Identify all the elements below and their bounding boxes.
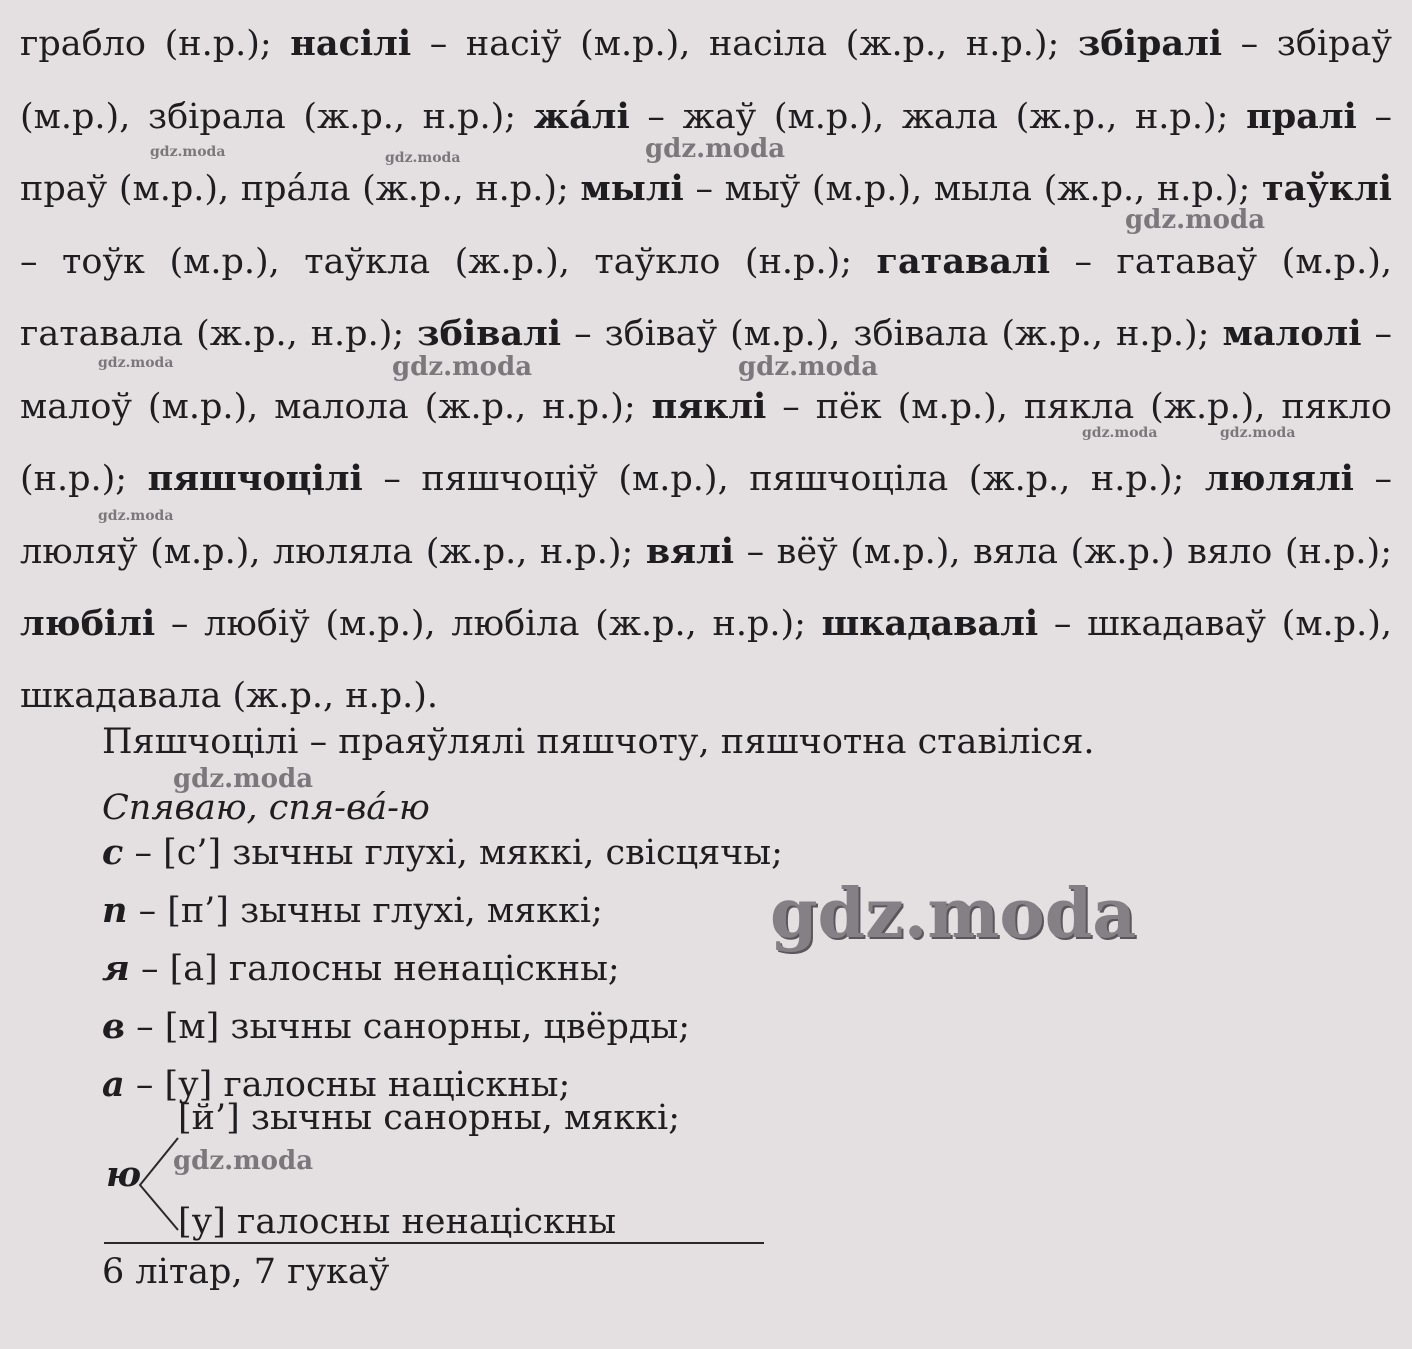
yu-letter: ю [106,1154,142,1195]
summary-rule [104,1242,764,1244]
headword: пралі [1246,95,1357,137]
sound-description: – [п’] зычны глухі, мяккі; [127,891,603,931]
sound-description: – [а] галосны ненацiскны; [129,949,620,989]
watermark: gdz.moda [98,355,174,371]
headword: мылі [580,168,684,209]
text-run: – збіраў (м.р.), збірала (ж.р., н.р.); [20,24,1392,137]
letter-sound-count: 6 літар, 7 гукаў [102,1252,390,1292]
watermark: gdz.moda [1125,205,1266,235]
phonetic-row [102,948,1302,989]
watermark: gdz.moda [385,150,461,166]
answer-paragraph [20,8,1392,732]
yu-sound-2: [у] галосны ненацiскны [178,1202,617,1242]
text-run: – пяшчоціў (м.р.), пяшчоціла (ж.р., н.р.); [362,459,1205,499]
text-run: – пёк (м.р.), пякла (ж.р.), пякло (н.р.); [20,386,1392,499]
watermark: gdz.moda [173,1146,314,1176]
headword: збіралі [1077,23,1223,64]
sound-description: – [м] зычны санорны, цвёрды; [125,1007,691,1047]
yu-sound-1: [й’] зычны санорны, мяккі; [178,1098,681,1138]
watermark-large: gdz.moda [770,874,1137,954]
text-run: грабло (н.р.); [20,24,291,64]
phonetic-row [102,832,1302,873]
watermark: gdz.moda [1220,425,1296,441]
text-run: – шкадаваў (м.р.), шкадавала (ж.р., н.р.). [20,604,1392,716]
definition-line: Пяшчоцілі – праяўлялі пяшчоту, пяшчотна ставіліся. [102,722,1095,762]
letter: с [102,832,124,873]
text-run: – мыў (м.р.), мыла (ж.р., н.р.); [683,169,1262,209]
watermark: gdz.moda [173,764,314,794]
headword: вялі [645,530,735,572]
text-run: – тоўк (м.р.), таўкла (ж.р.), таўкло (н.р.); [20,241,877,282]
letter: а [102,1064,125,1105]
headword: гатавалі [876,240,1051,282]
text-run: – насіў (м.р.), насіла (ж.р., н.р.); [411,24,1078,64]
headword: жа́лі [533,95,630,137]
text-run: – вёў (м.р.), вяла (ж.р.) вяло (н.р.); [734,531,1392,572]
headword: малолі [1222,313,1362,354]
headword: пяшчоцілі [147,458,363,499]
watermark: gdz.moda [645,134,786,164]
phonetic-row [102,1006,1302,1047]
watermark: gdz.moda [738,352,879,382]
watermark: gdz.moda [392,352,533,382]
text-run: – малоў (м.р.), малола (ж.р., н.р.); [20,314,1393,427]
text-run: – збіваў (м.р.), збівала (ж.р., н.р.); [561,314,1223,354]
word-heading: Спяваю, спя-ва́-ю [102,788,430,828]
text-run: – любіў (м.р.), любіла (ж.р., н.р.); [155,604,822,644]
headword: пяклі [651,385,767,427]
headword: таўклі [1261,168,1392,209]
text-run: – праў (м.р.), пра́ла (ж.р., н.р.); [20,96,1392,209]
headword: насілі [290,23,412,64]
letter: я [102,948,130,989]
watermark: gdz.moda [150,144,226,160]
text-run: – жаў (м.р.), жала (ж.р., н.р.); [629,96,1247,137]
watermark: gdz.moda [1082,425,1158,441]
headword: люлялі [1204,458,1354,499]
sound-description: – [у] галосны націскны; [124,1065,571,1105]
letter: в [102,1006,125,1047]
text-run: – гатаваў (м.р.), гатавала (ж.р., н.р.); [20,241,1392,354]
headword: збівалі [417,313,562,354]
letter: п [102,890,128,931]
headword: шкадавалі [821,603,1039,644]
sound-description: – [с’] зычны глухі, мяккі, свісцячы; [123,833,783,873]
headword: любілі [20,603,156,644]
text-run: – люляў (м.р.), люляла (ж.р., н.р.); [20,459,1392,572]
watermark: gdz.moda [98,508,174,524]
